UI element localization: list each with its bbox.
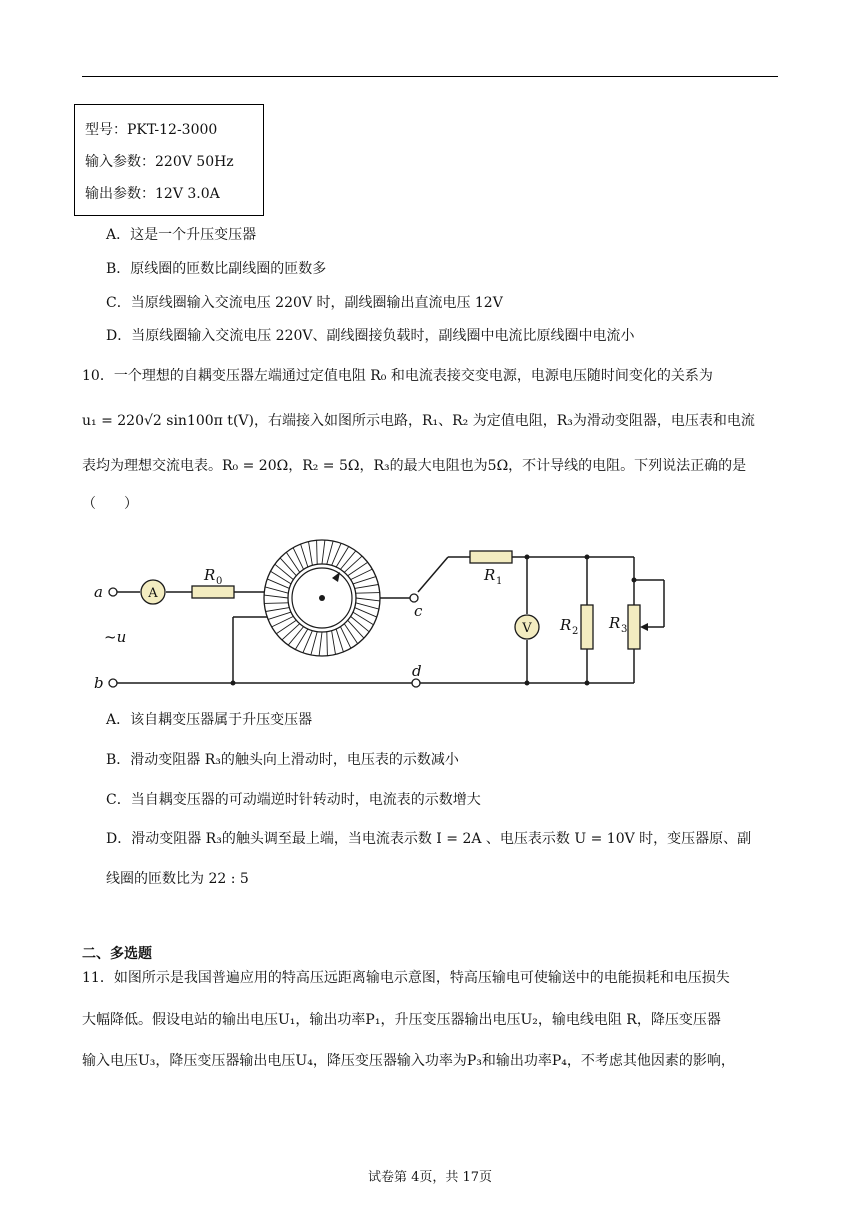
label-source-u: ~u <box>104 628 127 646</box>
spec-model: 型号：PKT-12-3000 <box>85 122 218 138</box>
junction-dot <box>585 681 590 686</box>
label-r1-sub: 1 <box>496 576 503 587</box>
header-rule <box>82 76 778 77</box>
autotransformer-circuit-diagram <box>0 520 860 700</box>
label-b: b <box>94 674 104 692</box>
label-r0-sub: 0 <box>216 576 223 587</box>
label-c: c <box>414 602 423 620</box>
junction-dot <box>525 681 530 686</box>
q9-option-b: B．原线圈的匝数比副线圈的匝数多 <box>106 261 327 277</box>
section-title-multiple-choice: 二、多选题 <box>82 946 152 962</box>
voltmeter-label: V <box>522 621 532 636</box>
label-r2-sub: 2 <box>572 626 579 637</box>
coil-turn <box>264 603 288 604</box>
q11-stem-line2: 大幅降低。假设电站的输出电压U₁，输出功率P₁，升压变压器输出电压U₂，输电线电阻 R，降压变压器 <box>82 1012 721 1028</box>
label-r3-sub: 3 <box>621 624 628 635</box>
ammeter-label: A <box>148 586 158 601</box>
label-r0: R <box>204 566 216 584</box>
label-r1: R <box>484 566 496 584</box>
junction-dot <box>231 681 236 686</box>
q10-answer-blank: （ ） <box>82 496 138 512</box>
label-d: d <box>412 662 422 680</box>
terminal-b <box>109 679 117 687</box>
q10-option-c: C．当自耦变压器的可动端逆时针转动时，电流表的示数增大 <box>106 792 481 808</box>
spec-output: 输出参数：12V 3.0A <box>85 186 220 202</box>
q11-stem-line3: 输入电压U₃，降压变压器输出电压U₄，降压变压器输入功率为P₃和输出功率P₄，不考虑其他因素的影响， <box>82 1053 735 1069</box>
q9-option-d: D．当原线圈输入交流电压 220V、副线圈接负载时，副线圈中电流比原线圈中电流小 <box>106 328 635 344</box>
q10-stem-line3: 表均为理想交流电表。R₀ = 20Ω，R₂ = 5Ω，R₃的最大电阻也为5Ω，不计导线的电阻。下列说法正确的是 <box>82 458 747 474</box>
terminal-c <box>410 594 418 602</box>
rheostat-r3 <box>628 605 640 649</box>
resistor-r2 <box>581 605 593 649</box>
junction-dot <box>632 578 637 583</box>
q10-option-d-cont: 线圈的匝数比为 22 : 5 <box>106 871 249 887</box>
label-r2: R <box>560 616 572 634</box>
coil-turn <box>327 632 328 656</box>
resistor-r0 <box>192 586 234 598</box>
q10-stem-line1: 10．一个理想的自耦变压器左端通过定值电阻 R₀ 和电流表接交变电源，电源电压随时间变化的关系为 <box>82 368 713 384</box>
q11-stem-line1: 11．如图所示是我国普遍应用的特高压远距离输电示意图，特高压输电可使输送中的电能损耗和电压损失 <box>82 970 730 986</box>
terminal-a <box>109 588 117 596</box>
junction-dot <box>585 555 590 560</box>
slider-arrow-icon <box>640 623 648 631</box>
label-r3: R <box>609 614 621 632</box>
resistor-r1 <box>470 551 512 563</box>
q10-option-a: A．该自耦变压器属于升压变压器 <box>106 712 313 728</box>
q10-option-d: D．滑动变阻器 R₃的触头调至最上端，当电流表示数 I = 2A 、电压表示数 U = 10V 时，变压器原、副 <box>106 831 752 847</box>
toroidal-autotransformer <box>264 540 380 656</box>
coil-turn <box>317 540 318 564</box>
terminal-d <box>412 679 420 687</box>
junction-dot <box>525 555 530 560</box>
q9-option-c: C．当原线圈输入交流电压 220V 时，副线圈输出直流电压 12V <box>106 295 503 311</box>
q9-option-a: A．这是一个升压变压器 <box>106 227 257 243</box>
spec-label-box <box>74 104 264 216</box>
page-footer: 试卷第 4页，共 17页 <box>367 1170 493 1185</box>
q10-stem-line2: u₁ = 220√2 sin100π t(V)，右端接入如图所示电路，R₁、R₂ 为定值电阻，R₃为滑动变阻器，电压表和电流 <box>82 413 755 429</box>
label-a: a <box>94 583 103 601</box>
q10-option-b: B．滑动变阻器 R₃的触头向上滑动时，电压表的示数减小 <box>106 752 459 768</box>
coil-turn <box>356 593 380 594</box>
spec-input: 输入参数：220V 50Hz <box>85 154 234 170</box>
